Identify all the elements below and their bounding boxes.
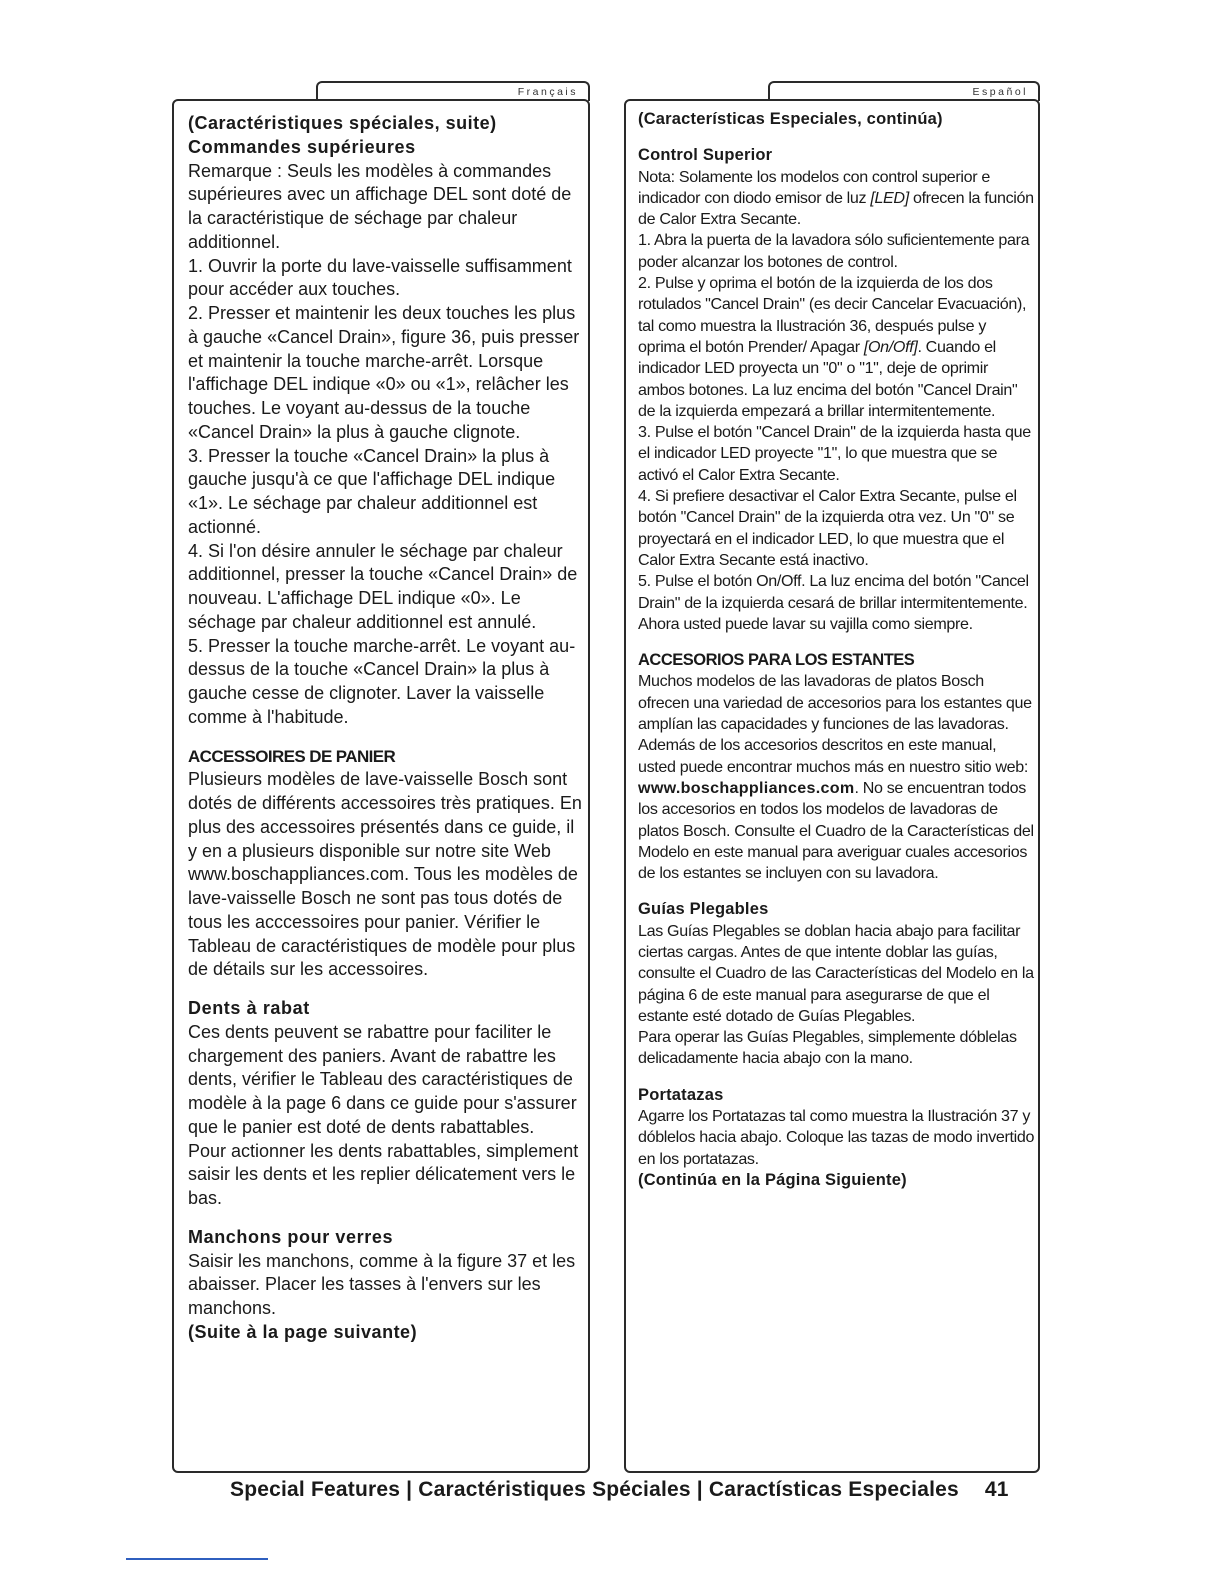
fr-step-2: 2. Presser et maintenir les deux touches les plus à gauche «Cancel Drain», figure 36, puis presser et maintenir la touche marche-arrêt. Lorsque l'affichage DEL indique «0» ou «1», relâcher les touches. Le voyant au-dessus de la touche «Cancel Drain» la plus à gauche clignote. <box>188 303 580 442</box>
es-folding-tines-text-2: Para operar las Guías Plegables, simplemente dóblelas delicadamente hacia abajo con la mano. <box>638 1028 1017 1068</box>
french-column <box>172 99 590 1473</box>
fr-step-4: 4. Si l'on désire annuler le séchage par chaleur additionnel, presser la touche «Cancel Drain» de nouveau. L'affichage DEL indique «0». Le séchage par chaleur additionnel est annulé. <box>188 540 578 632</box>
es-step-4: 4. Si prefiere desactivar el Calor Extra Secante, pulse el botón "Cancel Drain" de la izquierda otra vez. Un "0" se proyectará en el indicador LED, lo que muestra que el Calor Extra Secante está inactivo. <box>638 487 1017 569</box>
es-folding-tines-heading: Guías Plegables <box>638 900 769 919</box>
fr-subheading-top-controls: Commandes supérieures <box>188 136 416 157</box>
es-continued-note: (Continúa en la Página Siguiente) <box>638 1170 907 1189</box>
spanish-column <box>624 99 1040 1473</box>
fr-note: Remarque : Seuls les modèles à commandes supérieures avec un affichage DEL sont doté de la caractéristique de séchage par chaleur additionnel. <box>188 160 572 252</box>
fr-section-heading: (Caractéristiques spéciales, suite) <box>188 113 497 133</box>
es-accessories-heading: ACCESORIOS PARA LOS ESTANTES <box>638 651 915 670</box>
footer-title: Special Features | Caractéristiques Spéciales | Caractísticas Especiales <box>230 1478 959 1501</box>
fr-tines-text-1: Ces dents peuvent se rabattre pour faciliter le chargement des paniers. Avant de rabattre les dents, vérifier le Tableau des caractéristiques de modèle à la page 6 dans ce guide pour s'assurer que le panier est doté de dents rabattables. <box>188 1021 577 1137</box>
fr-continued-note: (Suite à la page suivante) <box>188 1321 418 1342</box>
fr-step-1: 1. Ouvrir la porte du lave-vaisselle suffisamment pour accéder aux touches. <box>188 255 572 300</box>
language-tab-spanish: Español <box>768 81 1040 101</box>
language-tab-french: Français <box>316 81 590 101</box>
page-number: 41 <box>984 1478 1009 1501</box>
es-section-heading: (Características Especiales, continúa) <box>638 110 943 128</box>
es-cup-shelves-text: Agarre los Portatazas tal como muestra la Ilustración 37 y dóblelos hacia abajo. Coloque las tazas de modo invertido en los portatazas. <box>638 1107 1035 1168</box>
es-step-5: 5. Pulse el botón On/Off. La luz encima del botón "Cancel Drain" de la izquierda cesará de brillar intermitentemente. Ahora usted puede lavar su vajilla como siempre. <box>638 572 1029 633</box>
fr-step-5: 5. Presser la touche marche-arrêt. Le voyant au-dessus de la touche «Cancel Drain» la plus à gauche cesse de clignoter. Laver la vaisselle comme à l'habitude. <box>188 635 576 727</box>
fr-step-3: 3. Presser la touche «Cancel Drain» la plus à gauche jusqu'à ce que l'affichage DEL indique «1». Le séchage par chaleur additionnel est actionné. <box>188 445 556 537</box>
fr-accessories-text: Plusieurs modèles de lave-vaisselle Bosch sont dotés de différents accessoires très pratiques. En plus des accessoires présentés dans ce guide, il y en a plusieurs disponible sur notre site Web www.boschappliances.com. Tous les modèles de lave-vaisselle Bosch ne sont pas tous dotés de tous les acccessoires pour panier. Vérifier le Tableau de caractéristiques de modèle pour plus de détails sur les accessoires. <box>188 769 582 980</box>
fr-accessories-heading: ACCESSOIRES DE PANIER <box>188 746 396 766</box>
fr-cup-shelves-heading: Manchons pour verres <box>188 1226 394 1247</box>
fr-tines-text-2: Pour actionner les dents rabattables, simplement saisir les dents et les replier délicatement vers le bas. <box>188 1140 579 1208</box>
bottom-rule <box>126 1558 268 1560</box>
page-footer <box>230 1478 1040 1502</box>
fr-cup-shelves-text: Saisir les manchons, comme à la figure 37 et les abaisser. Placer les tasses à l'envers sur les manchons. <box>188 1250 576 1318</box>
es-subheading-top-control: Control Superior <box>638 146 773 165</box>
es-accessories-text: Muchos modelos de las lavadoras de platos Bosch ofrecen una variedad de accesorios para los estantes que amplían las capacidades y funciones de las lavadoras. Además de los accesorios descritos en este manual, usted puede encontrar muchos más en nuestro sitio web: www.boschappliances.com. No se encuentran todos los accesorios en todos los modelos de lavadoras de platos Bosch. Consulte el Cuadro de la Características del Modelo en este manual para averiguar cuales accesorios de los estantes se incluyen con su lavadora. <box>638 672 1034 883</box>
es-step-3: 3. Pulse el botón "Cancel Drain" de la izquierda hasta que el indicador LED proyecte "1", lo que muestra que se activó el Calor Extra Secante. <box>638 423 1031 484</box>
es-folding-tines-text-1: Las Guías Plegables se doblan hacia abajo para facilitar ciertas cargas. Antes de que intente doblar las guías, consulte el Cuadro de las Características del Modelo en la página 6 de este manual para asegurarse de que el estante esté dotado de Guías Plegables. <box>638 921 1034 1025</box>
fr-tines-heading: Dents à rabat <box>188 998 310 1018</box>
es-note: Nota: Solamente los modelos con control superior e indicador con diodo emisor de luz [LED] ofrecen la función de Calor Extra Secante. <box>638 167 1034 229</box>
es-step-1: 1. Abra la puerta de la lavadora sólo suficientemente para poder alcanzar los botones de control. <box>638 231 1030 271</box>
es-website-link[interactable]: www.boschappliances.com <box>638 778 855 797</box>
es-cup-shelves-heading: Portatazas <box>638 1085 724 1104</box>
es-step-2: 2. Pulse y oprima el botón de la izquierda de los dos rotulados "Cancel Drain" (es decir Cancelar Evacuación), tal como muestra la Ilustración 36, después pulse y oprima el botón Prender/ Apagar [On/Off]. Cuando el indicador LED proyecta un "0" o "1", deje de oprimir ambos botones. La luz encima del botón "Cancel Drain" de la izquierda empezará a brillar intermitentemente. <box>638 274 1027 420</box>
